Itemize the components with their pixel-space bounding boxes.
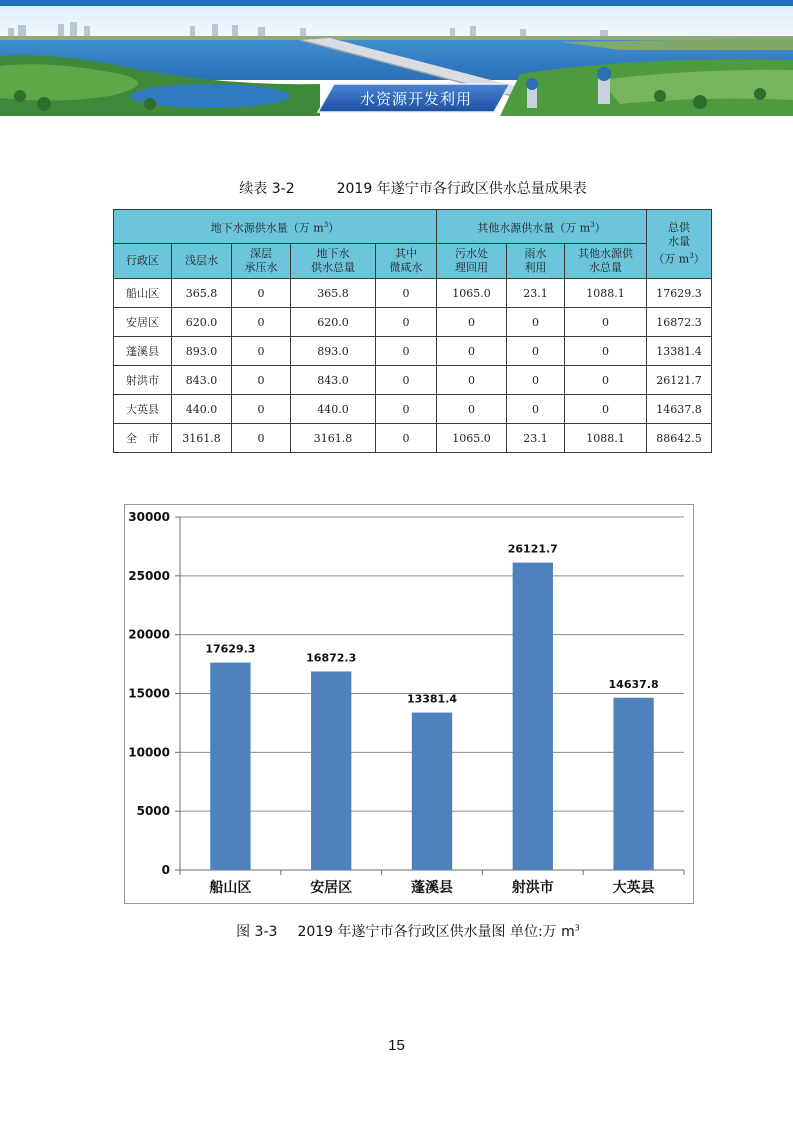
table-row [114, 308, 712, 337]
bar-value-label: 13381.4 [406, 692, 458, 706]
y-tick-label: 0 [161, 863, 170, 877]
bar-chart-canvas [125, 505, 693, 903]
x-category-label: 船山区 [209, 880, 252, 896]
figure-number: 图 3-3 [236, 924, 278, 940]
y-tick-label: 25000 [128, 568, 170, 583]
value-cell: 440.0 [291, 395, 376, 424]
value-cell: 3161.8 [291, 424, 376, 453]
column-header: 行政区 [114, 244, 172, 279]
column-header: 深层 承压水 [232, 244, 291, 279]
table-body [114, 279, 712, 453]
x-category-label: 射洪市 [511, 880, 554, 896]
value-cell: 88642.5 [647, 424, 712, 453]
y-tick-label: 10000 [128, 745, 170, 760]
value-cell: 893.0 [291, 337, 376, 366]
bar-value-label: 17629.3 [205, 642, 256, 656]
bar [613, 698, 653, 870]
value-cell: 365.8 [172, 279, 232, 308]
value-cell: 3161.8 [172, 424, 232, 453]
value-cell: 14637.8 [647, 395, 712, 424]
value-cell: 0 [437, 308, 507, 337]
value-cell: 0 [376, 366, 437, 395]
value-cell: 0 [376, 424, 437, 453]
value-cell: 23.1 [507, 424, 565, 453]
bar [311, 671, 351, 870]
value-cell: 1088.1 [565, 424, 647, 453]
district-cell: 安居区 [114, 308, 172, 337]
other-source-group-header: 其他水源供水量（万 $m^3$） [437, 210, 647, 244]
value-cell: 0 [565, 337, 647, 366]
value-cell: 440.0 [172, 395, 232, 424]
value-cell: 23.1 [507, 279, 565, 308]
header-banner [0, 0, 793, 116]
value-cell: 620.0 [172, 308, 232, 337]
column-header: 污水处 理回用 [437, 244, 507, 279]
value-cell: 0 [565, 395, 647, 424]
y-tick-label: 5000 [136, 804, 170, 819]
column-header: 其他水源供 水总量 [565, 244, 647, 279]
water-supply-table [113, 209, 712, 453]
value-cell: 0 [376, 279, 437, 308]
figure-unit-superscript: 3 [574, 923, 580, 933]
y-tick-label: 20000 [128, 627, 170, 642]
value-cell: 893.0 [172, 337, 232, 366]
value-cell: 0 [232, 395, 291, 424]
value-cell: 17629.3 [647, 279, 712, 308]
value-cell: 620.0 [291, 308, 376, 337]
table-number: 续表 3-2 [239, 181, 295, 197]
bar-chart [124, 504, 694, 904]
value-cell: 1088.1 [565, 279, 647, 308]
value-cell: 0 [437, 395, 507, 424]
table-row [114, 366, 712, 395]
groundwater-group-header: 地下水源供水量（万 $m^3$） [114, 210, 437, 244]
value-cell: 0 [565, 308, 647, 337]
column-header: 地下水 供水总量 [291, 244, 376, 279]
value-cell: 843.0 [172, 366, 232, 395]
chart-caption [124, 921, 692, 941]
x-category-label: 蓬溪县 [411, 880, 453, 896]
value-cell: 0 [232, 308, 291, 337]
bar [210, 663, 250, 870]
value-cell: 0 [232, 279, 291, 308]
district-cell: 大英县 [114, 395, 172, 424]
value-cell: 0 [437, 337, 507, 366]
value-cell: 0 [376, 337, 437, 366]
bar-value-label: 16872.3 [306, 651, 357, 665]
table-caption [113, 178, 713, 198]
value-cell: 0 [232, 424, 291, 453]
table-row [114, 424, 712, 453]
table-row [114, 279, 712, 308]
value-cell: 0 [232, 366, 291, 395]
district-cell: 射洪市 [114, 366, 172, 395]
value-cell: 13381.4 [647, 337, 712, 366]
table-row [114, 395, 712, 424]
page-number: 15 [388, 1037, 405, 1054]
column-header: 其中 微咸水 [376, 244, 437, 279]
value-cell: 0 [507, 395, 565, 424]
bar [412, 713, 452, 870]
value-cell: 0 [507, 337, 565, 366]
table-row [114, 337, 712, 366]
value-cell: 1065.0 [437, 424, 507, 453]
table-title: 2019 年遂宁市各行政区供水总量成果表 [336, 181, 587, 197]
value-cell: 0 [565, 366, 647, 395]
column-header: 浅层水 [172, 244, 232, 279]
column-header-row [114, 244, 712, 279]
y-tick-label: 15000 [128, 686, 170, 701]
section-title: 水资源开发利用 [359, 89, 472, 108]
bar [513, 563, 553, 870]
bar-value-label: 26121.7 [507, 542, 558, 556]
district-cell: 全 市 [114, 424, 172, 453]
value-cell: 0 [232, 337, 291, 366]
value-cell: 0 [507, 308, 565, 337]
district-cell: 船山区 [114, 279, 172, 308]
district-cell: 蓬溪县 [114, 337, 172, 366]
value-cell: 16872.3 [647, 308, 712, 337]
figure-title: 2019 年遂宁市各行政区供水量图 单位:万 m [297, 924, 575, 940]
bar-value-label: 14637.8 [608, 677, 659, 691]
total-supply-header: 总供 水量 （万 $m^3$） [647, 210, 712, 279]
value-cell: 365.8 [291, 279, 376, 308]
x-category-label: 大英县 [612, 880, 655, 896]
value-cell: 0 [507, 366, 565, 395]
column-header: 雨水 利用 [507, 244, 565, 279]
value-cell: 843.0 [291, 366, 376, 395]
value-cell: 26121.7 [647, 366, 712, 395]
x-category-label: 安居区 [310, 880, 353, 896]
value-cell: 0 [376, 395, 437, 424]
y-tick-label: 30000 [128, 510, 170, 524]
value-cell: 0 [437, 366, 507, 395]
value-cell: 1065.0 [437, 279, 507, 308]
value-cell: 0 [376, 308, 437, 337]
